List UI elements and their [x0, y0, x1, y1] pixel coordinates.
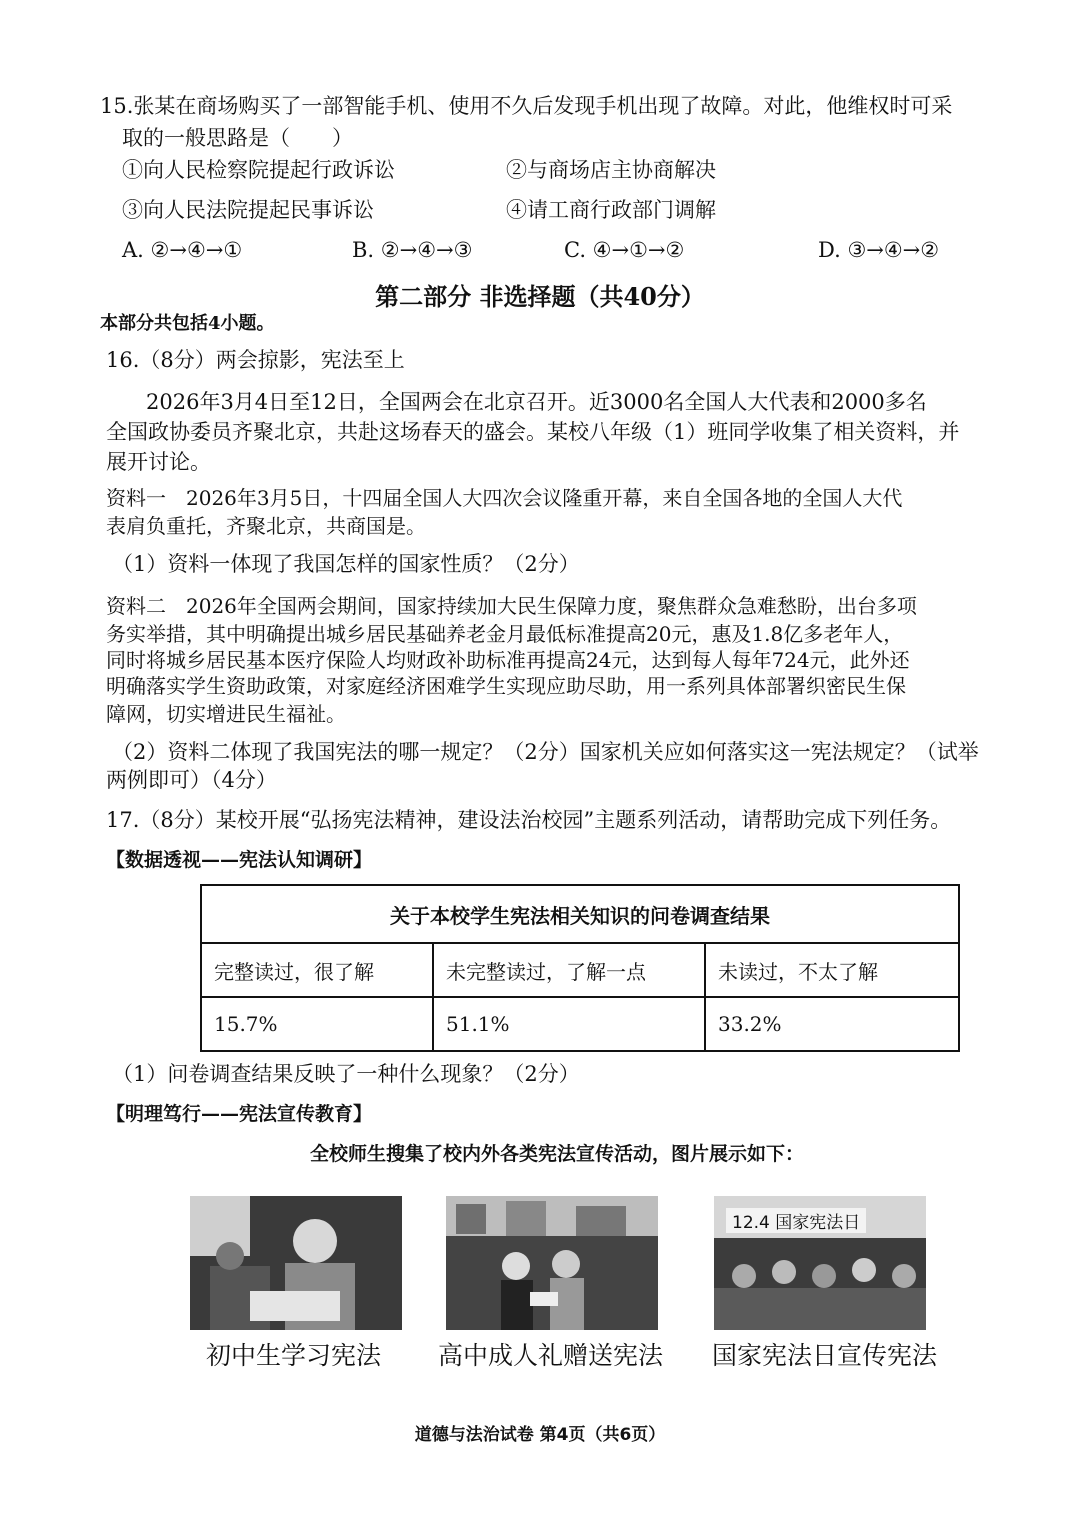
table-header-cell: 未完整读过，了解一点: [433, 943, 705, 997]
photo-coming-of-age: [446, 1196, 658, 1330]
q15-choice-c: C. ④→①→②: [564, 238, 685, 262]
photo-caption-3: 国家宪法日宣传宪法: [712, 1341, 938, 1370]
q16-intro-line1: 2026年3月4日至12日，全国两会在北京召开。近3000名全国人大代表和2000多名: [146, 390, 927, 414]
q17-section-practice: 【明理笃行——宪法宣传教育】: [106, 1103, 373, 1125]
q15-choice-a: A. ②→④→①: [122, 238, 243, 262]
q16-material2-line5: 障网，切实增进民生福祉。: [106, 702, 346, 726]
constitution-day-sign: 12.4 国家宪法日: [726, 1208, 866, 1233]
page-footer: 道德与法治试卷 第4页（共6页）: [414, 1425, 666, 1445]
q16-sub2-line2: 两例即可）（4分）: [106, 768, 277, 792]
q17-title: 17.（8分）某校开展“弘扬宪法精神，建设法治校园”主题系列活动，请帮助完成下列任务。: [106, 808, 952, 832]
part2-note: 本部分共包括4小题。: [100, 313, 275, 334]
q16-sub1: （1）资料一体现了我国怎样的国家性质？（2分）: [112, 552, 580, 576]
q17-photos-intro: 全校师生搜集了校内外各类宪法宣传活动，图片展示如下：: [310, 1143, 805, 1165]
q16-material1-line1: 资料一 2026年3月5日，十四届全国人大四次会议隆重开幕，来自全国各地的全国人大代: [106, 486, 903, 510]
table-cell: 51.1%: [433, 997, 705, 1051]
q16-sub2-line1: （2）资料二体现了我国宪法的哪一规定？（2分）国家机关应如何落实这一宪法规定？（试举: [112, 740, 979, 764]
table-cell: 33.2%: [705, 997, 959, 1051]
q15-choice-b: B. ②→④→③: [352, 238, 473, 262]
q15-item-2: ②与商场店主协商解决: [506, 158, 716, 182]
q16-material1-line2: 表肩负重托，齐聚北京，共商国是。: [106, 514, 426, 538]
photo-caption-2: 高中成人礼赠送宪法: [438, 1341, 664, 1370]
table-header-cell: 未读过，不太了解: [705, 943, 959, 997]
photo-constitution-day: [714, 1196, 926, 1330]
q15-item-1: ①向人民检察院提起行政诉讼: [122, 158, 395, 182]
q15-item-4: ④请工商行政部门调解: [506, 198, 716, 222]
table-row: [201, 997, 959, 1051]
q15-stem-line1: 15.张某在商场购买了一部智能手机、使用不久后发现手机出现了故障。对此，他维权时可采: [100, 94, 953, 118]
q15-item-3: ③向人民法院提起民事诉讼: [122, 198, 374, 222]
table-row: [201, 943, 959, 997]
q16-material2-line4: 明确落实学生资助政策，对家庭经济困难学生实现应助尽助，用一系列具体部署织密民生保: [106, 674, 906, 698]
q15-stem-line2: 取的一般思路是（ ）: [122, 126, 353, 150]
part2-heading: 第二部分 非选择题（共40分）: [375, 282, 705, 311]
survey-table: [200, 884, 960, 1052]
q16-intro-line2: 全国政协委员齐聚北京，共赴这场春天的盛会。某校八年级（1）班同学收集了相关资料，并: [106, 420, 960, 444]
q16-material2-line1: 资料二 2026年全国两会期间，国家持续加大民生保障力度，聚焦群众急难愁盼，出台多项: [106, 594, 917, 618]
photo-students-study: [190, 1196, 402, 1330]
photo-caption-1: 初中生学习宪法: [206, 1341, 382, 1370]
survey-table-title: 关于本校学生宪法相关知识的问卷调查结果: [201, 885, 959, 943]
table-cell: 15.7%: [201, 997, 433, 1051]
q17-sub1: （1）问卷调查结果反映了一种什么现象？（2分）: [112, 1062, 580, 1086]
q15-choice-d: D. ③→④→②: [818, 238, 940, 262]
table-header-cell: 完整读过，很了解: [201, 943, 433, 997]
q16-title: 16.（8分）两会掠影，宪法至上: [106, 348, 405, 372]
q16-material2-line3: 同时将城乡居民基本医疗保险人均财政补助标准再提高24元，达到每人每年724元，此外还: [106, 648, 910, 672]
q16-intro-line3: 展开讨论。: [106, 450, 211, 474]
q17-section-data: 【数据透视——宪法认知调研】: [106, 849, 373, 871]
q16-material2-line2: 务实举措，其中明确提出城乡居民基础养老金月最低标准提高20元，惠及1.8亿多老年人，: [106, 622, 904, 646]
